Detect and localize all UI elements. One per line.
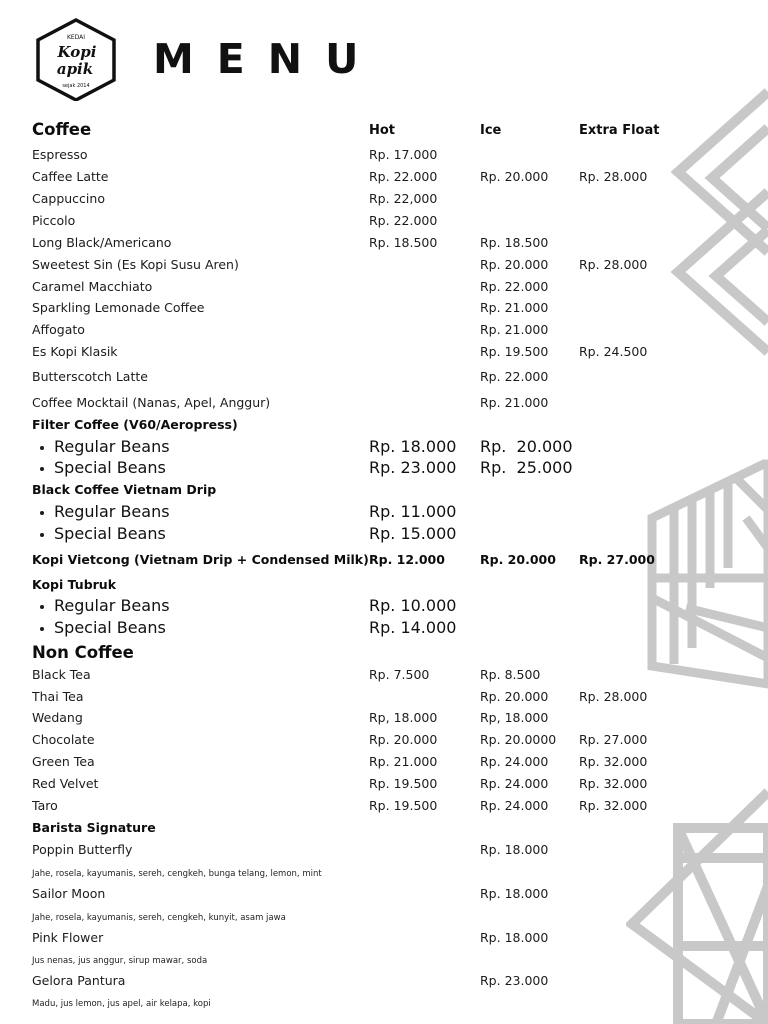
bullet-icon xyxy=(40,627,44,631)
price-hot: Rp. 20.000 xyxy=(369,732,438,747)
menu-item-row-thai-tea xyxy=(0,687,768,707)
menu-item-row-black-tea xyxy=(0,665,768,685)
menu-item-row-affogato xyxy=(0,320,768,340)
item-name: Sailor Moon xyxy=(32,886,106,901)
price-hot: Rp. 12.000 xyxy=(369,552,445,567)
price-ice: Rp. 18.000 xyxy=(480,886,549,901)
menu-item-row-sailor-moon xyxy=(0,884,768,904)
menu-item-row-regular-beans xyxy=(0,502,768,522)
menu-item-row-espresso xyxy=(0,145,768,165)
price-hot: Rp. 21.000 xyxy=(369,754,438,769)
item-name: Regular Beans xyxy=(54,502,170,521)
price-ice: Rp. 18.000 xyxy=(480,930,549,945)
bullet-icon xyxy=(40,446,44,450)
subsection-heading-row-kopi-tubruk xyxy=(0,575,768,595)
menu-item-row-caramel-macchiato xyxy=(0,277,768,297)
menu-item-row-long-black-americano xyxy=(0,233,768,253)
menu-item-row-regular-beans xyxy=(0,437,768,457)
menu-item-row-es-kopi-klasik xyxy=(0,342,768,362)
item-name: Sweetest Sin (Es Kopi Susu Aren) xyxy=(32,257,239,272)
section-heading-row-non-coffee xyxy=(0,643,768,663)
price-ice: Rp. 24.000 xyxy=(480,798,549,813)
price-hot: Rp. 11.000 xyxy=(369,502,457,521)
ingredients-note: Jahe, rosela, kayumanis, sereh, cengkeh, bunga telang, lemon, mint xyxy=(32,869,322,879)
menu-item-row-sparkling-lemonade-coffee xyxy=(0,298,768,318)
menu-item-row-butterscotch-latte xyxy=(0,367,768,387)
item-name: Wedang xyxy=(32,710,83,725)
price-ice: Rp. 25.000 xyxy=(480,458,573,477)
ingredients-note-row-madu-jus-lemon-jus-apel-air-kelapa-kopi xyxy=(0,994,768,1014)
item-name: Special Beans xyxy=(54,618,166,637)
price-ice: Rp. 21.000 xyxy=(480,322,549,337)
price-hot: Rp. 18.500 xyxy=(369,235,438,250)
price-hot: Rp. 23.000 xyxy=(369,458,457,477)
menu-item-row-wedang xyxy=(0,708,768,728)
logo-apik-text: apik xyxy=(56,60,94,78)
logo-since-text: sejak 2014 xyxy=(62,83,90,89)
item-name: Special Beans xyxy=(54,458,166,477)
section-title: Coffee xyxy=(32,120,92,139)
menu-item-row-gelora-pantura xyxy=(0,971,768,991)
section-title: Kopi Tubruk xyxy=(32,577,117,592)
menu-item-row-sweetest-sin-es-kopi-susu-aren xyxy=(0,255,768,275)
menu-item-row-chocolate xyxy=(0,730,768,750)
price-hot: Rp. 17.000 xyxy=(369,147,438,162)
item-name: Regular Beans xyxy=(54,437,170,456)
price-extra-float: Rp. 32.000 xyxy=(579,754,648,769)
bullet-icon xyxy=(40,511,44,515)
price-ice: Rp. 19.500 xyxy=(480,344,549,359)
subsection-heading-row-kopi-vietcong-vietnam-drip-condensed-milk xyxy=(0,550,768,570)
column-header-extra-float: Extra Float xyxy=(579,123,660,138)
price-ice: Rp. 23.000 xyxy=(480,973,549,988)
price-ice: Rp. 21.000 xyxy=(480,395,549,410)
item-name: Espresso xyxy=(32,147,88,162)
menu-item-row-coffee-mocktail-nanas-apel-anggur xyxy=(0,393,768,413)
price-ice: Rp. 18.000 xyxy=(480,842,549,857)
item-name: Poppin Butterfly xyxy=(32,842,133,857)
section-heading-row-coffee xyxy=(0,120,768,140)
price-hot: Rp. 22.000 xyxy=(369,213,438,228)
item-name: Thai Tea xyxy=(32,689,84,704)
price-extra-float: Rp. 32.000 xyxy=(579,776,648,791)
price-ice: Rp, 18.000 xyxy=(480,710,549,725)
price-ice: Rp. 22.000 xyxy=(480,279,549,294)
section-title: Black Coffee Vietnam Drip xyxy=(32,482,217,497)
item-name: Cappuccino xyxy=(32,191,105,206)
item-name: Sparkling Lemonade Coffee xyxy=(32,300,205,315)
price-hot: Rp. 7.500 xyxy=(369,667,430,682)
menu-item-row-special-beans xyxy=(0,458,768,478)
price-hot: Rp. 19.500 xyxy=(369,776,438,791)
ingredients-note: Jus nenas, jus anggur, sirup mawar, soda xyxy=(32,956,208,966)
price-ice: Rp. 20.000 xyxy=(480,689,549,704)
subsection-heading-row-filter-coffee-v60-aeropress xyxy=(0,415,768,435)
price-ice: Rp. 20.000 xyxy=(480,552,556,567)
price-hot: Rp. 10.000 xyxy=(369,596,457,615)
item-name: Long Black/Americano xyxy=(32,235,172,250)
item-name: Black Tea xyxy=(32,667,91,682)
item-name: Coffee Mocktail (Nanas, Apel, Anggur) xyxy=(32,395,271,410)
price-ice: Rp. 22.000 xyxy=(480,369,549,384)
ingredients-note: Madu, jus lemon, jus apel, air kelapa, kopi xyxy=(32,999,211,1009)
menu-item-row-caffee-latte xyxy=(0,167,768,187)
price-extra-float: Rp. 24.500 xyxy=(579,344,648,359)
menu-item-row-cappuccino xyxy=(0,189,768,209)
price-extra-float: Rp. 27.000 xyxy=(579,552,655,567)
menu-item-row-special-beans xyxy=(0,524,768,544)
price-ice: Rp. 21.000 xyxy=(480,300,549,315)
price-hot: Rp. 22,000 xyxy=(369,191,438,206)
price-extra-float: Rp. 32.000 xyxy=(579,798,648,813)
menu-item-row-red-velvet xyxy=(0,774,768,794)
item-name: Taro xyxy=(32,798,58,813)
price-hot: Rp. 15.000 xyxy=(369,524,457,543)
menu-item-row-regular-beans xyxy=(0,596,768,616)
page-title: MENU xyxy=(153,35,382,83)
bullet-icon xyxy=(40,605,44,609)
column-header-hot: Hot xyxy=(369,123,396,138)
item-name: Red Velvet xyxy=(32,776,99,791)
item-name: Pink Flower xyxy=(32,930,104,945)
price-ice: Rp. 24.000 xyxy=(480,776,549,791)
price-ice: Rp. 20.000 xyxy=(480,437,573,456)
logo-kopi-text: Kopi xyxy=(57,43,97,61)
item-name: Gelora Pantura xyxy=(32,973,126,988)
ingredients-note-row-jahe-rosela-kayumanis-sereh-cengkeh-bunga-telang-lemon-mint xyxy=(0,864,768,884)
menu-item-row-special-beans xyxy=(0,618,768,638)
item-name: Regular Beans xyxy=(54,596,170,615)
item-name: Special Beans xyxy=(54,524,166,543)
item-name: Affogato xyxy=(32,322,85,337)
menu-item-row-piccolo xyxy=(0,211,768,231)
ingredients-note: Jahe, rosela, kayumanis, sereh, cengkeh, kunyit, asam jawa xyxy=(32,913,286,923)
item-name: Butterscotch Latte xyxy=(32,369,148,384)
price-ice: Rp. 24.000 xyxy=(480,754,549,769)
section-title: Kopi Vietcong (Vietnam Drip + Condensed Milk) xyxy=(32,552,369,567)
price-ice: Rp. 18.500 xyxy=(480,235,549,250)
price-hot: Rp. 19.500 xyxy=(369,798,438,813)
ingredients-note-row-jus-nenas-jus-anggur-sirup-mawar-soda xyxy=(0,951,768,971)
price-ice: Rp. 20.000 xyxy=(480,169,549,184)
section-title: Barista Signature xyxy=(32,820,156,835)
price-extra-float: Rp. 28.000 xyxy=(579,257,648,272)
section-title: Filter Coffee (V60/Aeropress) xyxy=(32,417,238,432)
item-name: Caramel Macchiato xyxy=(32,279,153,294)
item-name: Piccolo xyxy=(32,213,76,228)
menu-item-row-green-tea xyxy=(0,752,768,772)
item-name: Chocolate xyxy=(32,732,95,747)
price-hot: Rp. 18.000 xyxy=(369,437,457,456)
price-extra-float: Rp. 28.000 xyxy=(579,689,648,704)
logo-top-text: KEDAI xyxy=(66,34,86,41)
price-ice: Rp. 20.000 xyxy=(480,257,549,272)
price-hot: Rp. 22.000 xyxy=(369,169,438,184)
subsection-heading-row-barista-signature xyxy=(0,818,768,838)
subsection-heading-row-black-coffee-vietnam-drip xyxy=(0,480,768,500)
column-header-ice: Ice xyxy=(480,123,502,138)
menu-item-row-poppin-butterfly xyxy=(0,840,768,860)
price-extra-float: Rp. 27.000 xyxy=(579,732,648,747)
menu-item-row-pink-flower xyxy=(0,928,768,948)
bullet-icon xyxy=(40,467,44,471)
price-ice: Rp. 8.500 xyxy=(480,667,541,682)
item-name: Green Tea xyxy=(32,754,95,769)
section-title: Non Coffee xyxy=(32,643,134,662)
price-hot: Rp. 14.000 xyxy=(369,618,457,637)
ingredients-note-row-jahe-rosela-kayumanis-sereh-cengkeh-kunyit-asam-jawa xyxy=(0,908,768,928)
menu-item-row-taro xyxy=(0,796,768,816)
price-hot: Rp, 18.000 xyxy=(369,710,438,725)
price-extra-float: Rp. 28.000 xyxy=(579,169,648,184)
item-name: Caffee Latte xyxy=(32,169,109,184)
item-name: Es Kopi Klasik xyxy=(32,344,118,359)
price-ice: Rp. 20.0000 xyxy=(480,732,557,747)
bullet-icon xyxy=(40,533,44,537)
